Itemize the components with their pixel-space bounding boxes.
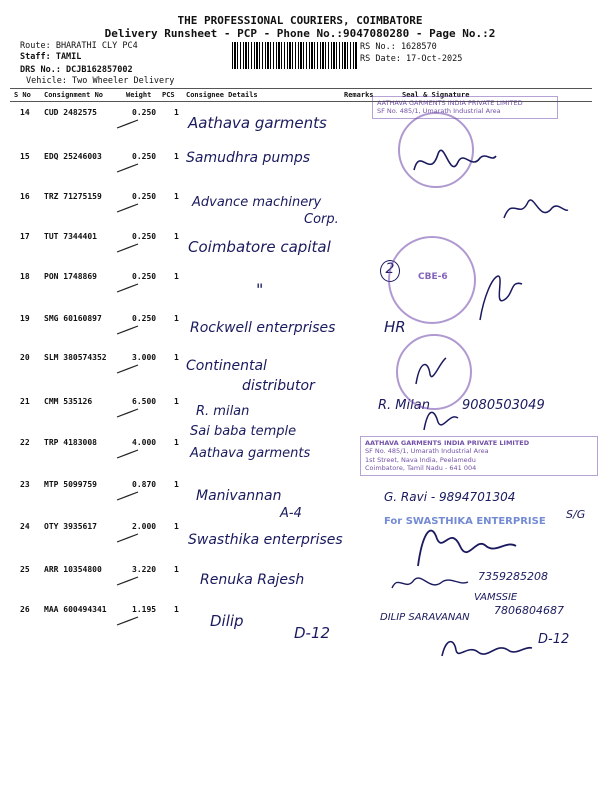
handwriting-note: Swasthika enterprises	[188, 532, 343, 548]
handwriting-note: distributor	[242, 378, 315, 394]
handwriting-note: Continental	[186, 358, 267, 374]
cell-weight: 6.500	[132, 397, 157, 406]
cell-pcs: 1	[174, 108, 179, 117]
cell-pcs: 1	[174, 152, 179, 161]
signature	[470, 266, 530, 326]
col-seal: Seal & Signature	[402, 91, 470, 99]
cell-sno: 25	[20, 565, 30, 574]
staff-label: Staff: TAMIL	[20, 52, 82, 62]
cell-weight: 0.250	[132, 152, 157, 161]
handwriting-note: Dilip	[210, 612, 244, 630]
cell-pcs: 1	[174, 232, 179, 241]
route-label: Route: BHARATHI CLY PC4	[20, 41, 138, 51]
cell-sno: 21	[20, 397, 30, 406]
cell-consignment: MAA 600494341	[44, 605, 107, 614]
handwriting-note: A-4	[280, 506, 302, 521]
cell-weight: 0.250	[132, 192, 157, 201]
cell-sno: 22	[20, 438, 30, 447]
handwriting-note: Corp.	[304, 212, 339, 227]
cell-pcs: 1	[174, 522, 179, 531]
col-remarks: Remarks	[344, 91, 374, 99]
signature	[410, 350, 450, 390]
tick-mark	[116, 163, 140, 173]
handwriting-note: Rockwell enterprises	[190, 320, 336, 336]
cell-sno: 17	[20, 232, 30, 241]
handwriting-note: 7806804687	[494, 604, 564, 617]
handwriting-note: G. Ravi - 9894701304	[384, 490, 516, 504]
cell-sno: 19	[20, 314, 30, 323]
drs-label: DRS No.: DCJB162857002	[20, 65, 133, 75]
runsheet-subtitle: Delivery Runsheet - PCP - Phone No.:9047080280 - Page No.:2	[104, 27, 496, 40]
cell-pcs: 1	[174, 480, 179, 489]
signature	[438, 634, 534, 664]
handwriting-note: Aathava garments	[188, 114, 327, 132]
stamp-text: AATHAVA GARMENTS INDIA PRIVATE LIMITED	[377, 99, 523, 107]
tick-mark	[116, 364, 140, 374]
cell-consignment: CMM 535126	[44, 397, 93, 406]
cell-sno: 20	[20, 353, 30, 362]
company-title: THE PROFESSIONAL COURIERS, COIMBATORE	[177, 14, 423, 27]
cell-consignment: PON 1748869	[44, 272, 97, 281]
col-pcs: PCS	[162, 91, 175, 99]
handwriting-note: Coimbatore capital	[188, 238, 331, 256]
tick-mark	[116, 576, 140, 586]
cell-consignment: MTP 5099759	[44, 480, 97, 489]
stamp-text: 1st Street, Nava India, Peelamedu	[365, 455, 476, 464]
tick-mark	[116, 325, 140, 335]
signature	[410, 140, 500, 186]
handwriting-note: "	[256, 280, 264, 299]
handwriting-note: DILIP SARAVANAN	[380, 612, 470, 623]
seal-text: CBE-6	[418, 272, 448, 282]
col-weight: Weight	[126, 91, 152, 99]
cell-sno: 15	[20, 152, 30, 161]
vehicle-label: Vehicle: Two Wheeler Delivery	[26, 76, 175, 86]
handwriting-note: S/G	[566, 508, 586, 521]
company-stamp	[360, 436, 598, 476]
cell-pcs: 1	[174, 605, 179, 614]
handwriting-note: 9080503049	[462, 398, 545, 413]
cell-sno: 14	[20, 108, 30, 117]
tick-mark	[116, 491, 140, 501]
signature	[388, 570, 470, 596]
cell-consignment: SMG 60160897	[44, 314, 102, 323]
stamp-text: SF No. 485/1, Umarath Industrial Area	[365, 447, 489, 456]
handwriting-note: Samudhra pumps	[186, 150, 311, 166]
signature	[410, 516, 520, 576]
handwriting-note: R. milan	[196, 404, 250, 419]
cell-consignment: TRZ 71275159	[44, 192, 102, 201]
cell-sno: 26	[20, 605, 30, 614]
col-consignment: Consignment No	[44, 91, 104, 99]
handwriting-note: HR	[384, 318, 406, 336]
stamp-text: Coimbatore, Tamil Nadu - 641 004	[365, 464, 477, 473]
handwriting-note: Sai baba temple	[190, 424, 297, 439]
tick-mark	[116, 119, 140, 129]
tick-mark	[116, 243, 140, 253]
cell-consignment: SLM 380574352	[44, 353, 107, 362]
cell-weight: 0.250	[132, 232, 157, 241]
handwriting-note: Manivannan	[196, 488, 282, 504]
company-stamp	[372, 96, 558, 119]
handwriting-note: Advance machinery	[192, 195, 322, 210]
cell-weight: 0.250	[132, 314, 157, 323]
handwriting-note: 2	[380, 260, 400, 282]
cell-consignment: EDQ 25246003	[44, 152, 102, 161]
signature	[500, 190, 570, 230]
cell-pcs: 1	[174, 565, 179, 574]
handwriting-note: 7359285208	[478, 570, 548, 583]
cell-weight: 0.250	[132, 108, 157, 117]
cell-consignment: CUD 2482575	[44, 108, 97, 117]
cell-pcs: 1	[174, 272, 179, 281]
handwriting-note: D-12	[294, 624, 331, 642]
tick-mark	[116, 616, 140, 626]
handwriting-note: R. Milan	[378, 398, 430, 413]
tick-mark	[116, 283, 140, 293]
stamp-text: SF No. 485/1, Umarath Industrial Area	[377, 107, 501, 116]
cell-consignment: ARR 10354800	[44, 565, 102, 574]
cell-weight: 0.250	[132, 272, 157, 281]
tick-mark	[116, 408, 140, 418]
tick-mark	[116, 533, 140, 543]
handwriting-note: Aathava garments	[190, 446, 311, 461]
cell-sno: 16	[20, 192, 30, 201]
cell-weight: 2.000	[132, 522, 157, 531]
cell-weight: 3.000	[132, 353, 157, 362]
handwriting-note: D-12	[538, 632, 570, 647]
cell-consignment: OTY 3935617	[44, 522, 97, 531]
rs-date-label: RS Date: 17-Oct-2025	[360, 54, 463, 64]
cell-sno: 24	[20, 522, 30, 531]
cell-weight: 4.000	[132, 438, 157, 447]
rs-no-label: RS No.: 1628570	[360, 42, 437, 52]
cell-consignment: TUT 7344401	[44, 232, 97, 241]
cell-consignment: TRP 4183008	[44, 438, 97, 447]
cell-pcs: 1	[174, 397, 179, 406]
cell-sno: 23	[20, 480, 30, 489]
cell-pcs: 1	[174, 192, 179, 201]
col-sno: S No	[14, 91, 31, 99]
seal-text: For SWASTHIKA ENTERPRISE	[384, 516, 546, 527]
cell-pcs: 1	[174, 314, 179, 323]
cell-weight: 3.220	[132, 565, 157, 574]
barcode	[232, 42, 358, 69]
stamp-text: AATHAVA GARMENTS INDIA PRIVATE LIMITED	[365, 439, 530, 447]
cell-pcs: 1	[174, 438, 179, 447]
col-consignee: Consignee Details	[186, 91, 258, 99]
tick-mark	[116, 449, 140, 459]
tick-mark	[116, 203, 140, 213]
signature	[420, 404, 460, 434]
cell-weight: 1.195	[132, 605, 157, 614]
cell-pcs: 1	[174, 353, 179, 362]
cell-weight: 0.870	[132, 480, 157, 489]
handwriting-note: Renuka Rajesh	[200, 572, 305, 588]
cell-sno: 18	[20, 272, 30, 281]
handwriting-note: VAMSSIE	[474, 592, 518, 603]
